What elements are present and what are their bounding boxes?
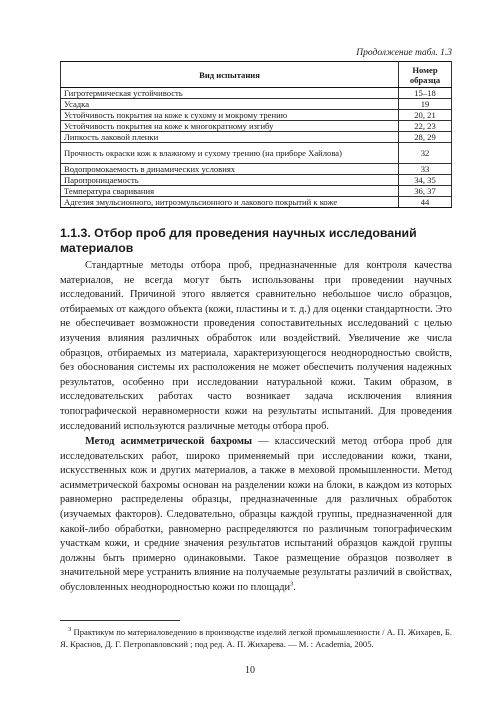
sample-number-cell: 34, 35 <box>399 175 452 186</box>
table-row <box>61 132 452 143</box>
paragraph-fringe-method <box>60 435 452 596</box>
table-continuation-note: Продолжение табл. 1.3 <box>356 48 452 58</box>
table-row <box>61 99 452 110</box>
page-number: 10 <box>245 665 255 676</box>
sample-number-cell: 15–18 <box>399 88 452 99</box>
term-asymmetric-fringe: Метод асимметрической бахромы <box>85 436 253 447</box>
table-row <box>61 121 452 132</box>
table-row <box>61 143 452 164</box>
paragraph-intro: Стандартные методы отбора проб, предназначенные для контроля качества материалов, не всегда могут быть использованы при проведении научных исследований. Причиной этого является сравнительно небольшое число образцов, отбираемых от каждого объекта (кожи, пластины и т. д.) для оценки стандартности. Это не обеспечивает возможности проведения сопоставительных исследований с целью изучения влияния различных обработок или воздействий. Увеличение же числа образцов, отбираемых из материала, характеризующегося неоднородностью свойств, без обоснования системы их расположения не может обеспечить получения надежных результатов, особенно при исследовании натуральной кожи. Таким образом, в исследовательских работах часто возникает задача исключения влияния топографической неравномерности кожи на результаты испытаний. Для проведения исследований используются различные методы отбора проб. <box>60 260 452 432</box>
sample-number-cell: 20, 21 <box>399 110 452 121</box>
footnote <box>60 627 452 650</box>
table-row <box>61 175 452 186</box>
table-row <box>61 197 452 208</box>
test-name-cell: Липкость лаковой пленки <box>61 132 399 143</box>
table-header-row <box>61 62 452 88</box>
test-name-cell: Гигротермическая устойчивость <box>61 88 399 99</box>
test-name-cell: Водопромокаемость в динамических условиях <box>61 164 399 175</box>
test-name-cell: Устойчивость покрытия на коже к многократному изгибу <box>61 121 399 132</box>
sample-number-cell: 19 <box>399 99 452 110</box>
paragraph-fringe-text: — классический метод отбора проб для исследовательских работ, широко применяемый при исследовании кожи, ткани, искусственных кож и других материалов, а также в меховой промышленности. Метод асимметрической бахромы основан на разделении кожи на блоки, в каждом из которых равномерно распределены образцы, предназначенные для различных обработок (изучаемых факторов). Следовательно, образцы каждой группы, предназначенной для какой-либо обработки, равномерно распределяются по различным топографическим участкам кожи, и средние значения результатов испытаний образцов каждой группы должны быть примерно одинаковыми. Такое размещение образцов позволяет в значительной мере устранить влияние на получаемые результаты различий в свойствах, обусловленных неоднородностью кожи по площади <box>60 436 453 593</box>
sample-number-cell: 32 <box>399 143 452 164</box>
sample-number-cell: 44 <box>399 197 452 208</box>
table-row <box>61 186 452 197</box>
table-row <box>61 110 452 121</box>
column-header-test: Вид испытания <box>61 62 399 88</box>
test-name-cell: Усадка <box>61 99 399 110</box>
section-heading: 1.1.3. Отбор проб для проведения научных исследований материалов <box>60 226 417 255</box>
test-name-cell: Прочность окраски кож к влажному и сухому трению (на приборе Хайлова) <box>61 143 399 164</box>
test-name-cell: Устойчивость покрытия на коже к сухому и мокрому трению <box>61 110 399 121</box>
footnote-reference: 3 <box>290 580 294 588</box>
sample-number-cell: 28, 29 <box>399 132 452 143</box>
test-name-cell: Температура сваривания <box>61 186 399 197</box>
paragraph-fringe-end: . <box>293 581 296 593</box>
table-row <box>61 88 452 99</box>
footnote-divider <box>60 620 180 621</box>
footnote-text: Практикум по материаловедению в производстве изделий легкой промышленности / А. П. Жихарев, Б. Я. Краснов, Д. Г. Петропавловский ; под ред. А. П. Жихарева. — М. : Academia, 2005. <box>60 627 452 649</box>
test-name-cell: Адгезия эмульсионного, нитроэмульсионного и лакового покрытий к коже <box>61 197 399 208</box>
table-body <box>61 88 452 208</box>
sample-number-cell: 33 <box>399 164 452 175</box>
test-types-table <box>60 61 452 208</box>
sample-number-cell: 22, 23 <box>399 121 452 132</box>
sample-number-cell: 36, 37 <box>399 186 452 197</box>
footnote-mark: 3 <box>68 626 72 634</box>
column-header-sample-number: Номер образца <box>399 62 452 88</box>
table-row <box>61 164 452 175</box>
test-name-cell: Паропроницаемость <box>61 175 399 186</box>
